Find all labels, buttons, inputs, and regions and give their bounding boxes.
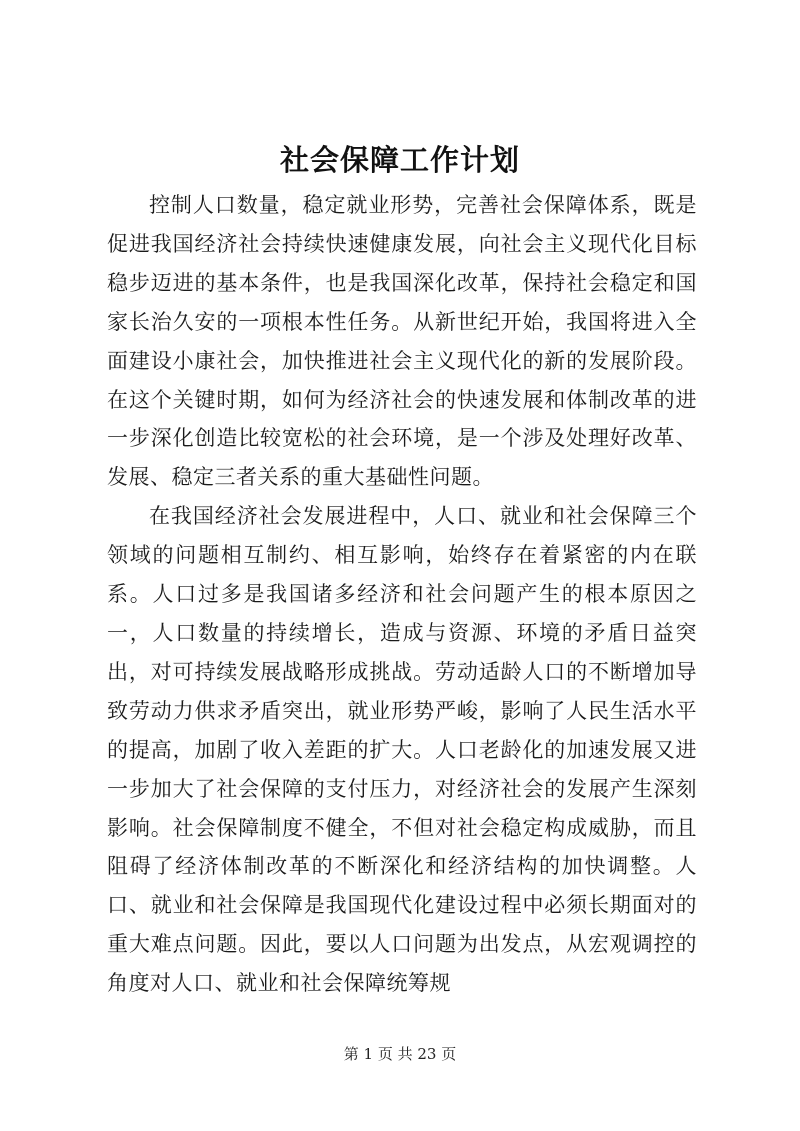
document-body: [107, 186, 697, 1003]
paragraph-1: 控制人口数量，稳定就业形势，完善社会保障体系，既是促进我国经济社会持续快速健康发展，向社会主义现代化目标稳步迈进的基本条件，也是我国深化改革，保持社会稳定和国家长治久安的一项根本性任务。从新世纪开始，我国将进入全面建设小康社会，加快推进社会主义现代化的新的发展阶段。在这个关键时期，如何为经济社会的快速发展和体制改革的进一步深化创造比较宽松的社会环境，是一个涉及处理好改革、发展、稳定三者关系的重大基础性问题。: [107, 193, 697, 490]
document-title: 社会保障工作计划: [279, 143, 520, 177]
paragraph-2: 在我国经济社会发展进程中，人口、就业和社会保障三个领域的问题相互制约、相互影响，始终存在着紧密的内在联系。人口过多是我国诸多经济和社会问题产生的根本原因之一，人口数量的持续增长，造成与资源、环境的矛盾日益突出，对可持续发展战略形成挑战。劳动适龄人口的不断增加导致劳动力供求矛盾突出，就业形势严峻，影响了人民生活水平的提高，加剧了收入差距的扩大。人口老龄化的加速发展又进一步加大了社会保障的支付压力，对经济社会的发展产生深刻影响。社会保障制度不健全，不但对社会稳定构成威胁，而且阻碍了经济体制改革的不断深化和经济结构的加快调整。人口、就业和社会保障是我国现代化建设过程中必须长期面对的重大难点问题。因此，要以人口问题为出发点，从宏观调控的角度对人口、就业和社会保障统筹规: [107, 504, 697, 996]
page-number-footer: 第 1 页 共 23 页: [343, 1045, 457, 1063]
